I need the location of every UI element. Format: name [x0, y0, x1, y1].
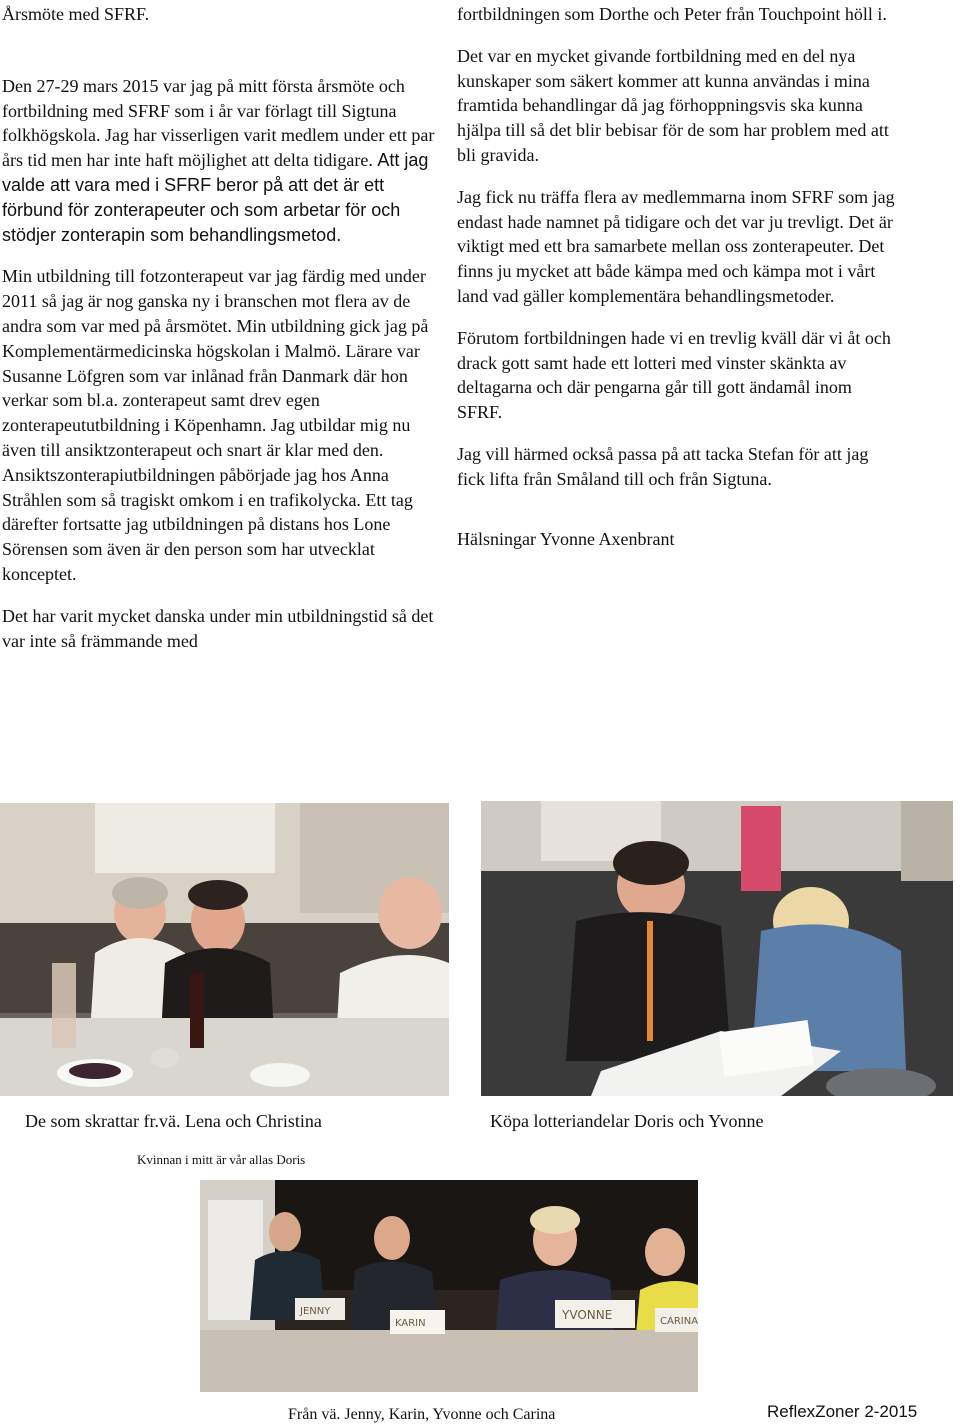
caption-photo-four-women: Från vä. Jenny, Karin, Yvonne och Carina [288, 1406, 556, 1423]
name-card-jenny: JENNY [300, 1306, 331, 1317]
photo-laughing-women [0, 803, 449, 1096]
photo-four-women [200, 1180, 698, 1392]
name-card-carina: CARINA [660, 1316, 698, 1327]
paragraph-training: Det var en mycket givande fortbildning med en del nya kunskaper som säkert kommer att kunna användas i mina framtida behandlingar då jag förhoppningsvis ska kunna hjälpa till så det blir bebisar för de som har problem med att bli gravida. [457, 45, 889, 165]
name-card-karin: KARIN [395, 1318, 426, 1329]
paragraph-members-text: Jag fick nu träffa flera av medlemmarna inom SFRF som jag endast hade namnet på tidigare och det var ju trevligt. [457, 186, 895, 232]
caption-photo-laughing-sub: Kvinnan i mitt är vår allas Doris [137, 1152, 306, 1167]
paragraph-education: Min utbildning till fotzonterapeut var jag färdig med under 2011 så jag är nog ganska ny i branschen mot flera av de andra som var med på årsmötet. Min utbildning gick jag på Komplementärmedicinska högskolan i Malmö. Lärare var Susanne Löfgren som var inlånad från Danmark där hon verkar som bl.a. zonterapeut samt drev egen zonterapeututbildning i Köpenhamn. Jag utbildar mig nu även till ansiktzonterapeut och snart är klar med den. Ansiktszonterapiutbildningen påbörjade jag hos Anna Stråhlen som så tragiskt omkom i en trafikolycka. Ett tag därefter fortsatte jag utbildningen på distans hos Lone Sörensen som även är den person som har utvecklat konceptet. [2, 266, 429, 584]
caption-photo-lottery: Köpa lotteriandelar Doris och Yvonne [490, 1111, 764, 1131]
paragraph-members-cooperation: Det är viktigt med ett bra samarbete mellan oss zonterapeuter. Det finns ju mycket att både kämpa med och kämpa mot i vårt land vad gäller komplementära behandlingsmetoder. [457, 211, 893, 306]
article-title: Årsmöte med SFRF. [2, 4, 150, 24]
footer-publication: ReflexZoner 2-2015 [767, 1402, 918, 1421]
name-card-yvonne: YVONNE [562, 1308, 613, 1322]
paragraph-intro-text: Den 27-29 mars 2015 var jag på mitt första årsmöte och fortbildning med SFRF som i år var förlagt till Sigtuna folkhögskola. Jag har visserligen varit medlem under ett par års tid men har inte haft möjlighet att delta tidigare. [2, 75, 435, 171]
photo-lottery-tickets [481, 801, 953, 1096]
left-text-column [2, 2, 442, 670]
greeting: Hälsningar Yvonne Axenbrant [457, 528, 675, 549]
paragraph-members [457, 185, 897, 309]
caption-photo-laughing: De som skrattar fr.vä. Lena och Christina [25, 1111, 322, 1131]
paragraph-thanks: Jag vill härmed också passa på att tacka Stefan för att jag fick lifta från Småland till och från Sigtuna. [457, 443, 869, 489]
paragraph-intro [2, 74, 442, 248]
paragraph-evening: Förutom fortbildningen hade vi en trevlig kväll där vi åt och drack gott samt hade ett lotteri med vinster skänkta av deltagarna och där pengarna går till gott ändamål inom SFRF. [457, 327, 891, 423]
paragraph-continuation: fortbildningen som Dorthe och Peter från Touchpoint höll i. [457, 4, 887, 24]
right-text-column [457, 2, 897, 568]
paragraph-intro-reason: Att jag valde att vara med i SFRF beror på att det är ett förbund för zonterapeuter och som arbetar för och stödjer zonterapin som behandlingsmetod. [2, 150, 429, 245]
paragraph-danish: Det har varit mycket danska under min utbildningstid så det var inte så främmande med [2, 605, 434, 651]
